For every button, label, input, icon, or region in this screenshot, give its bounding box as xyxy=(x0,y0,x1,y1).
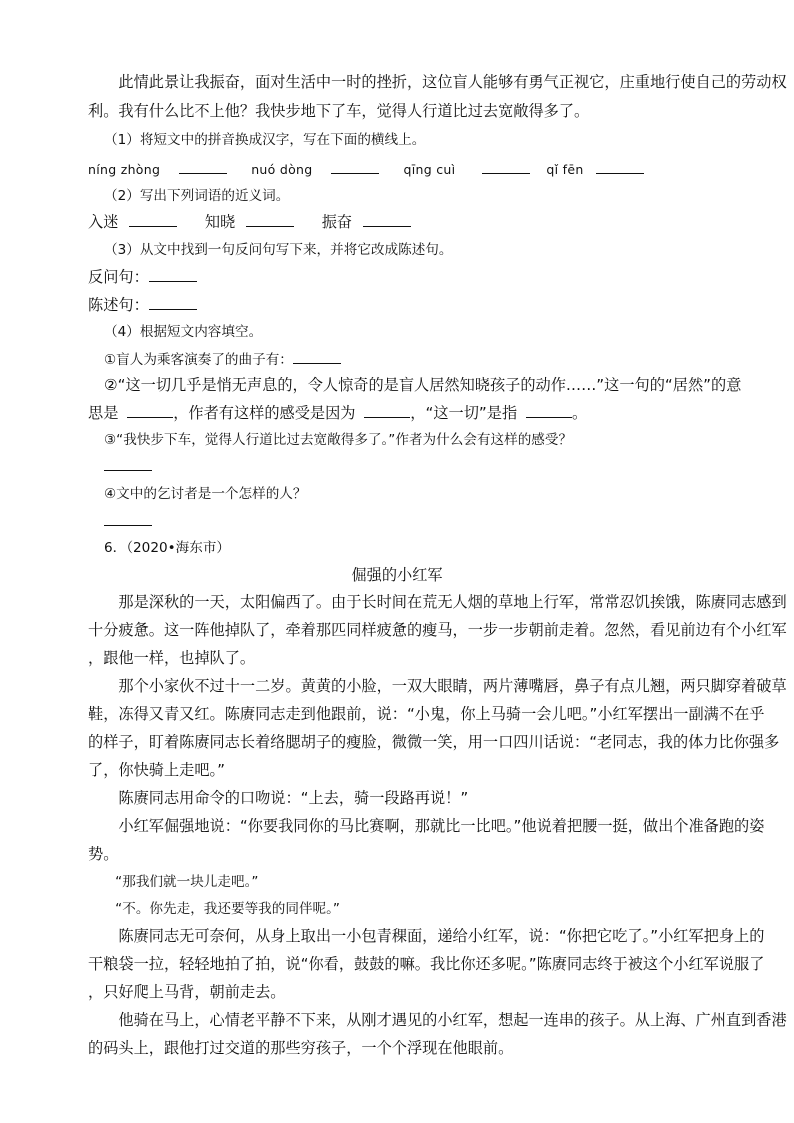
answer-blank[interactable] xyxy=(482,159,530,174)
passage-line: 陈赓同志用命令的口吻说：“上去，骑一段路再说！” xyxy=(88,789,469,807)
answer-blank[interactable] xyxy=(293,349,341,364)
subquestion-2-line-2 xyxy=(88,403,728,423)
answer-blank[interactable] xyxy=(331,159,379,174)
pinyin-row xyxy=(88,159,728,180)
question-3-label: （3）从文中找到一句反问句写下来，并将它改成陈述句。 xyxy=(104,242,453,258)
passage-line: ，只好爬上马背，朝前走去。 xyxy=(88,983,286,1001)
question-1-label: （1）将短文中的拼音换成汉字，写在下面的横线上。 xyxy=(104,132,426,148)
passage-line: 小红军倔强地说：“你要我同你的马比赛啊，那就比一比吧。”他说着把腰一挺，做出个准备跑的姿 xyxy=(88,817,765,835)
declarative-row xyxy=(88,295,728,315)
rhetorical-row xyxy=(88,267,728,287)
subquestion-2-text: 。 xyxy=(571,404,588,422)
synonym-row xyxy=(88,212,728,232)
passage-line: 的样子，盯着陈赓同志长着络腮胡子的瘦脸，微微一笑，用一口四川话说：“老同志，我的体力比你强多 xyxy=(88,733,780,751)
passage-line: 他骑在马上，心情老平静不下来，从刚才遇见的小红军，想起一连串的孩子。从上海、广州直到香港 xyxy=(88,1011,787,1029)
pinyin-3: qīng cuì xyxy=(403,162,456,177)
pinyin-2: nuó dòng xyxy=(251,162,313,177)
passage-line: 那是深秋的一天，太阳偏西了。由于长时间在荒无人烟的草地上行军，常常忍饥挨饿，陈赓同志感到 xyxy=(88,593,787,611)
passage-line: ，跟他一样，也掉队了。 xyxy=(88,649,256,667)
passage-line: 的码头上，跟他打过交道的那些穷孩子，一个个浮现在他眼前。 xyxy=(88,1039,514,1057)
answer-blank[interactable] xyxy=(364,403,410,418)
word-2: 知晓 xyxy=(204,213,236,231)
subquestion-1 xyxy=(104,349,744,370)
answer-blank[interactable] xyxy=(526,403,572,418)
passage-line: 鞋，冻得又青又红。陈赓同志走到他跟前，说：“小鬼，你上马骑一会儿吧。”小红军摆出一副满不在乎 xyxy=(88,705,765,723)
answer-blank[interactable] xyxy=(149,295,197,310)
passage-line: 此情此景让我振奋，面对生活中一时的挫折，这位盲人能够有勇气正视它，庄重地行使自己的劳动权 xyxy=(88,73,787,91)
answer-blank[interactable] xyxy=(596,159,644,174)
passage-line: 了，你快骑上走吧。” xyxy=(88,761,225,779)
answer-blank[interactable] xyxy=(104,456,152,471)
passage-line: “不。你先走，我还要等我的同伴呢。” xyxy=(88,901,340,917)
word-1: 入迷 xyxy=(88,213,119,231)
subquestion-2-line-1: ②“这一切几乎是悄无声息的，令人惊奇的是盲人居然知晓孩子的动作……”这一句的“居然”的意 xyxy=(104,376,742,394)
question-6-header: 6．（2020•海东市） xyxy=(104,540,231,556)
answer-blank[interactable] xyxy=(246,212,294,227)
passage-line: 陈赓同志无可奈何，从身上取出一小包青稞面，递给小红军，说：“你把它吃了。”小红军把身上的 xyxy=(88,927,765,945)
pinyin-1: níng zhòng xyxy=(88,162,161,177)
word-3: 振奋 xyxy=(321,213,353,231)
answer-blank[interactable] xyxy=(149,267,197,282)
answer-blank[interactable] xyxy=(179,159,227,174)
question-4-label: （4）根据短文内容填空。 xyxy=(104,324,263,340)
answer-blank[interactable] xyxy=(127,403,173,418)
rhetorical-label: 反问句： xyxy=(88,268,149,286)
answer-blank[interactable] xyxy=(129,212,177,227)
passage-line: 那个小家伙不过十一二岁。黄黄的小脸，一双大眼睛，两片薄嘴唇，鼻子有点儿翘，两只脚穿着破草 xyxy=(88,677,787,695)
subquestion-2-text: 思是 xyxy=(88,404,119,422)
subquestion-2-text: ，作者有这样的感受是因为 xyxy=(173,404,356,422)
passage-line: 十分疲惫。这一阵他掉队了，牵着那匹同样疲惫的瘦马，一步一步朝前走着。忽然，看见前边有个小红军 xyxy=(88,621,787,639)
subquestion-3: ③“我快步下车，觉得人行道比过去宽敞得多了。”作者为什么会有这样的感受？ xyxy=(104,432,573,448)
passage-line: 势。 xyxy=(88,845,119,863)
passage-title: 倔强的小红军 xyxy=(351,566,443,584)
subquestion-1-text: ①盲人为乘客演奏了的曲子有： xyxy=(104,352,293,368)
subquestion-2-text: ，“这一切”是指 xyxy=(410,404,518,422)
answer-blank[interactable] xyxy=(363,212,411,227)
passage-line: “那我们就一块儿走吧。” xyxy=(88,874,259,890)
subquestion-4: ④文中的乞讨者是一个怎样的人？ xyxy=(104,486,307,502)
question-2-label: （2）写出下列词语的近义词。 xyxy=(104,188,290,204)
pinyin-4: qǐ fēn xyxy=(546,162,584,177)
declarative-label: 陈述句： xyxy=(88,296,149,314)
passage-line: 利。我有什么比不上他？我快步地下了车，觉得人行道比过去宽敞得多了。 xyxy=(88,102,590,120)
answer-blank[interactable] xyxy=(104,511,152,526)
passage-line: 干粮袋一拉，轻轻地拍了拍，说“你看，鼓鼓的嘛。我比你还多呢。”陈赓同志终于被这个小红军说服了 xyxy=(88,955,765,973)
